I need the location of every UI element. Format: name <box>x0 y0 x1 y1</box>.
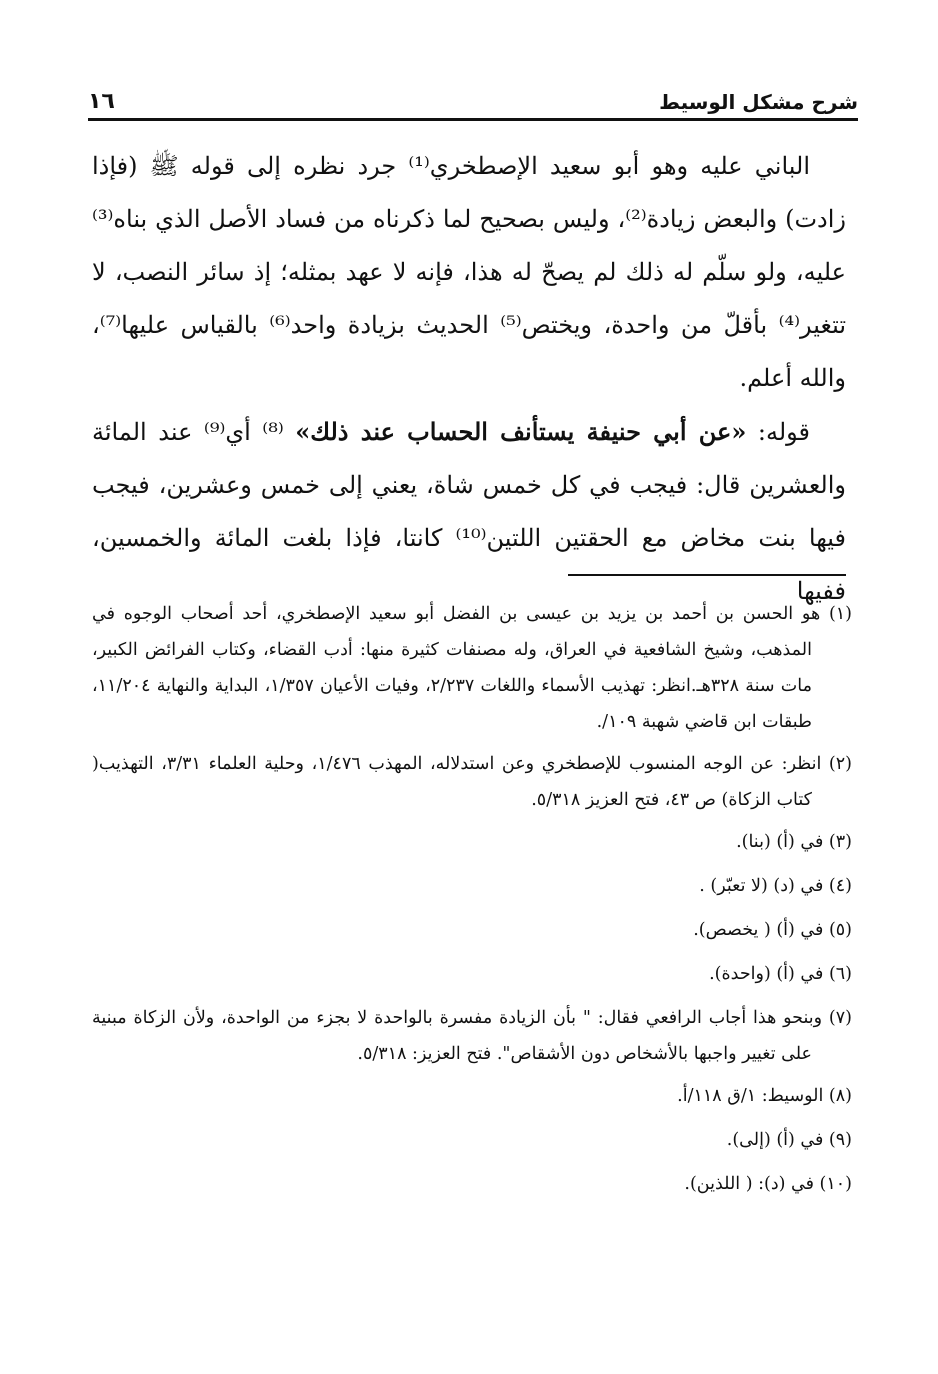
paragraph-2 <box>92 405 846 618</box>
page-number: ١٦ <box>88 89 115 114</box>
footnote-separator <box>568 574 846 576</box>
footnote-1: (١) هو الحسن بن أحمد بن يزيد بن عيسى بن الفضل أبو سعيد الإصطخري، أحد أصحاب الوجوه في المذهب، وشيخ الشافعية في العراق، وله مصنفات كثيرة منها: أدب القضاء، وكتاب الفرائض الكبير، مات سنة ٣٢٨هـ.انظر: تهذيب الأسماء واللغات ٢/٢٣٧، وفيات الأعيان ١/٣٥٧، البداية والنهاية ١١/٢٠٤، طبقات ابن قاضي شهبة ١٠٩/. <box>92 604 852 732</box>
footnote-7: (٧) وبنحو هذا أجاب الرافعي فقال: " بأن الزيادة مفسرة بالواحدة لا بجزء من الواحدة، ولأن الزكاة مبنية على تغيير واجبها بالأشخاص دون الأشقاص". فتح العزيز: ٥/٣١٨. <box>92 1008 852 1064</box>
footnote-6: (٦) في (أ) (واحدة). <box>709 964 852 984</box>
paragraph-1: الباني عليه وهو أبو سعيد الإصطخري⁽¹⁾ جرد نظره إلى قوله ﷺ (فإذا زادت) والبعض زيادة⁽²⁾، وليس بصحيح لما ذكرناه من فساد الأصل الذي بناه⁽³⁾ عليه، ولو سلّم له ذلك لم يصحّ له هذا، فإنه لا عهد بمثله؛ إذ سائر النصب، لا تتغير⁽⁴⁾ بأقلّ من واحدة، ويختص⁽⁵⁾ الحديث بزيادة واحد⁽⁶⁾ بالقياس عليها⁽⁷⁾، والله أعلم. <box>92 152 847 392</box>
footnote-8: (٨) الوسيط: ١/ق ١١٨/أ. <box>677 1086 852 1106</box>
footnote-10: (١٠) في (د): ( اللذين). <box>684 1174 852 1194</box>
quoted-text: «عن أبي حنيفة يستأنف الحساب عند ذلك» <box>295 417 747 446</box>
footnote-3: (٣) في (أ) (بنا). <box>736 832 852 852</box>
footnote-9: (٩) في (أ) (إلى). <box>726 1130 852 1150</box>
main-text <box>92 140 846 618</box>
page-header <box>88 80 858 121</box>
footnote-4: (٤) في (د) (لا تعبّر) . <box>699 876 852 896</box>
footnote-2: (٢) انظر: عن الوجه المنسوب للإصطخري وعن استدلاله، المهذب ١/٤٧٦، وحلية العلماء ٣/٣١، التهذيب( كتاب الزكاة) ص ٤٣، فتح العزيز ٥/٣١٨. <box>92 754 852 810</box>
footnotes <box>92 596 852 1210</box>
footnote-5: (٥) في (أ) ( يخصص). <box>693 920 852 940</box>
paragraph-2-rest: ⁽⁸⁾ أي⁽⁹⁾ عند المائة والعشرين قال: فيجب في كل خمس شاة، يعني إلى خمس وعشرين، فيجب فيها بنت مخاض مع الحقتين اللتين⁽¹⁰⁾ كانتا، فإذا بلغت المائة والخمسين، ففيها <box>92 418 846 605</box>
paragraph-2-lead: قوله: <box>757 418 811 446</box>
book-title: شرح مشكل الوسيط <box>659 90 858 114</box>
